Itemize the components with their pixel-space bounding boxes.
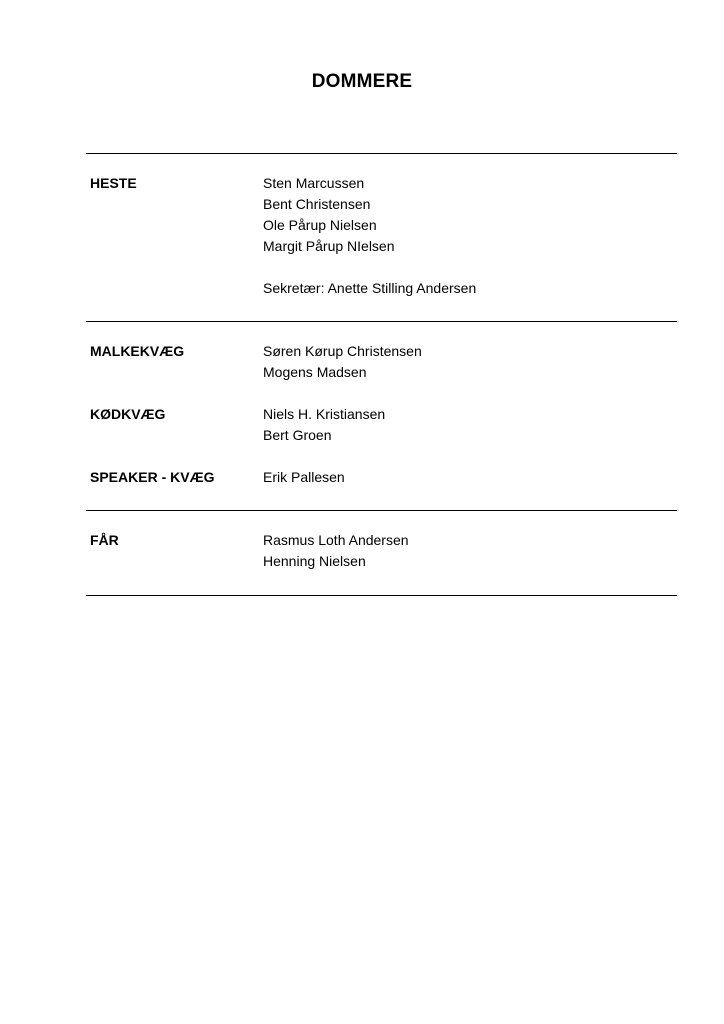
judge-name: Bent Christensen bbox=[263, 196, 371, 212]
judge-name: Sten Marcussen bbox=[263, 175, 365, 191]
judge-list-kodkvaeg bbox=[263, 404, 385, 446]
judge-name: Ole Pårup Nielsen bbox=[263, 217, 377, 233]
judge-list-faar bbox=[263, 530, 409, 572]
judge-list-malkekvaeg bbox=[263, 341, 422, 383]
divider-top bbox=[86, 153, 677, 154]
divider-bottom bbox=[86, 595, 677, 596]
category-label-malkekvaeg: MALKEKVÆG bbox=[90, 343, 185, 359]
category-label-heste: HESTE bbox=[90, 175, 137, 191]
secretary-name: Sekretær: Anette Stilling Andersen bbox=[263, 280, 477, 296]
page-title: DOMMERE bbox=[311, 71, 413, 92]
spacer bbox=[263, 257, 476, 278]
category-label-speaker: SPEAKER - KVÆG bbox=[90, 469, 215, 485]
category-label-faar: FÅR bbox=[90, 532, 119, 548]
category-label-kodkvaeg: KØDKVÆG bbox=[90, 406, 166, 422]
judge-name: Søren Kørup Christensen bbox=[263, 343, 422, 359]
judge-list-heste bbox=[263, 173, 476, 299]
divider-after-kvaeg bbox=[86, 510, 677, 511]
divider-after-heste bbox=[86, 321, 677, 322]
judge-name: Niels H. Kristiansen bbox=[263, 406, 386, 422]
judge-list-speaker bbox=[263, 467, 345, 488]
judge-name: Rasmus Loth Andersen bbox=[263, 532, 409, 548]
judge-name: Bert Groen bbox=[263, 427, 332, 443]
judge-name: Margit Pårup NIelsen bbox=[263, 238, 395, 254]
judge-name: Mogens Madsen bbox=[263, 364, 367, 380]
judge-name: Henning Nielsen bbox=[263, 553, 366, 569]
speaker-name: Erik Pallesen bbox=[263, 469, 345, 485]
